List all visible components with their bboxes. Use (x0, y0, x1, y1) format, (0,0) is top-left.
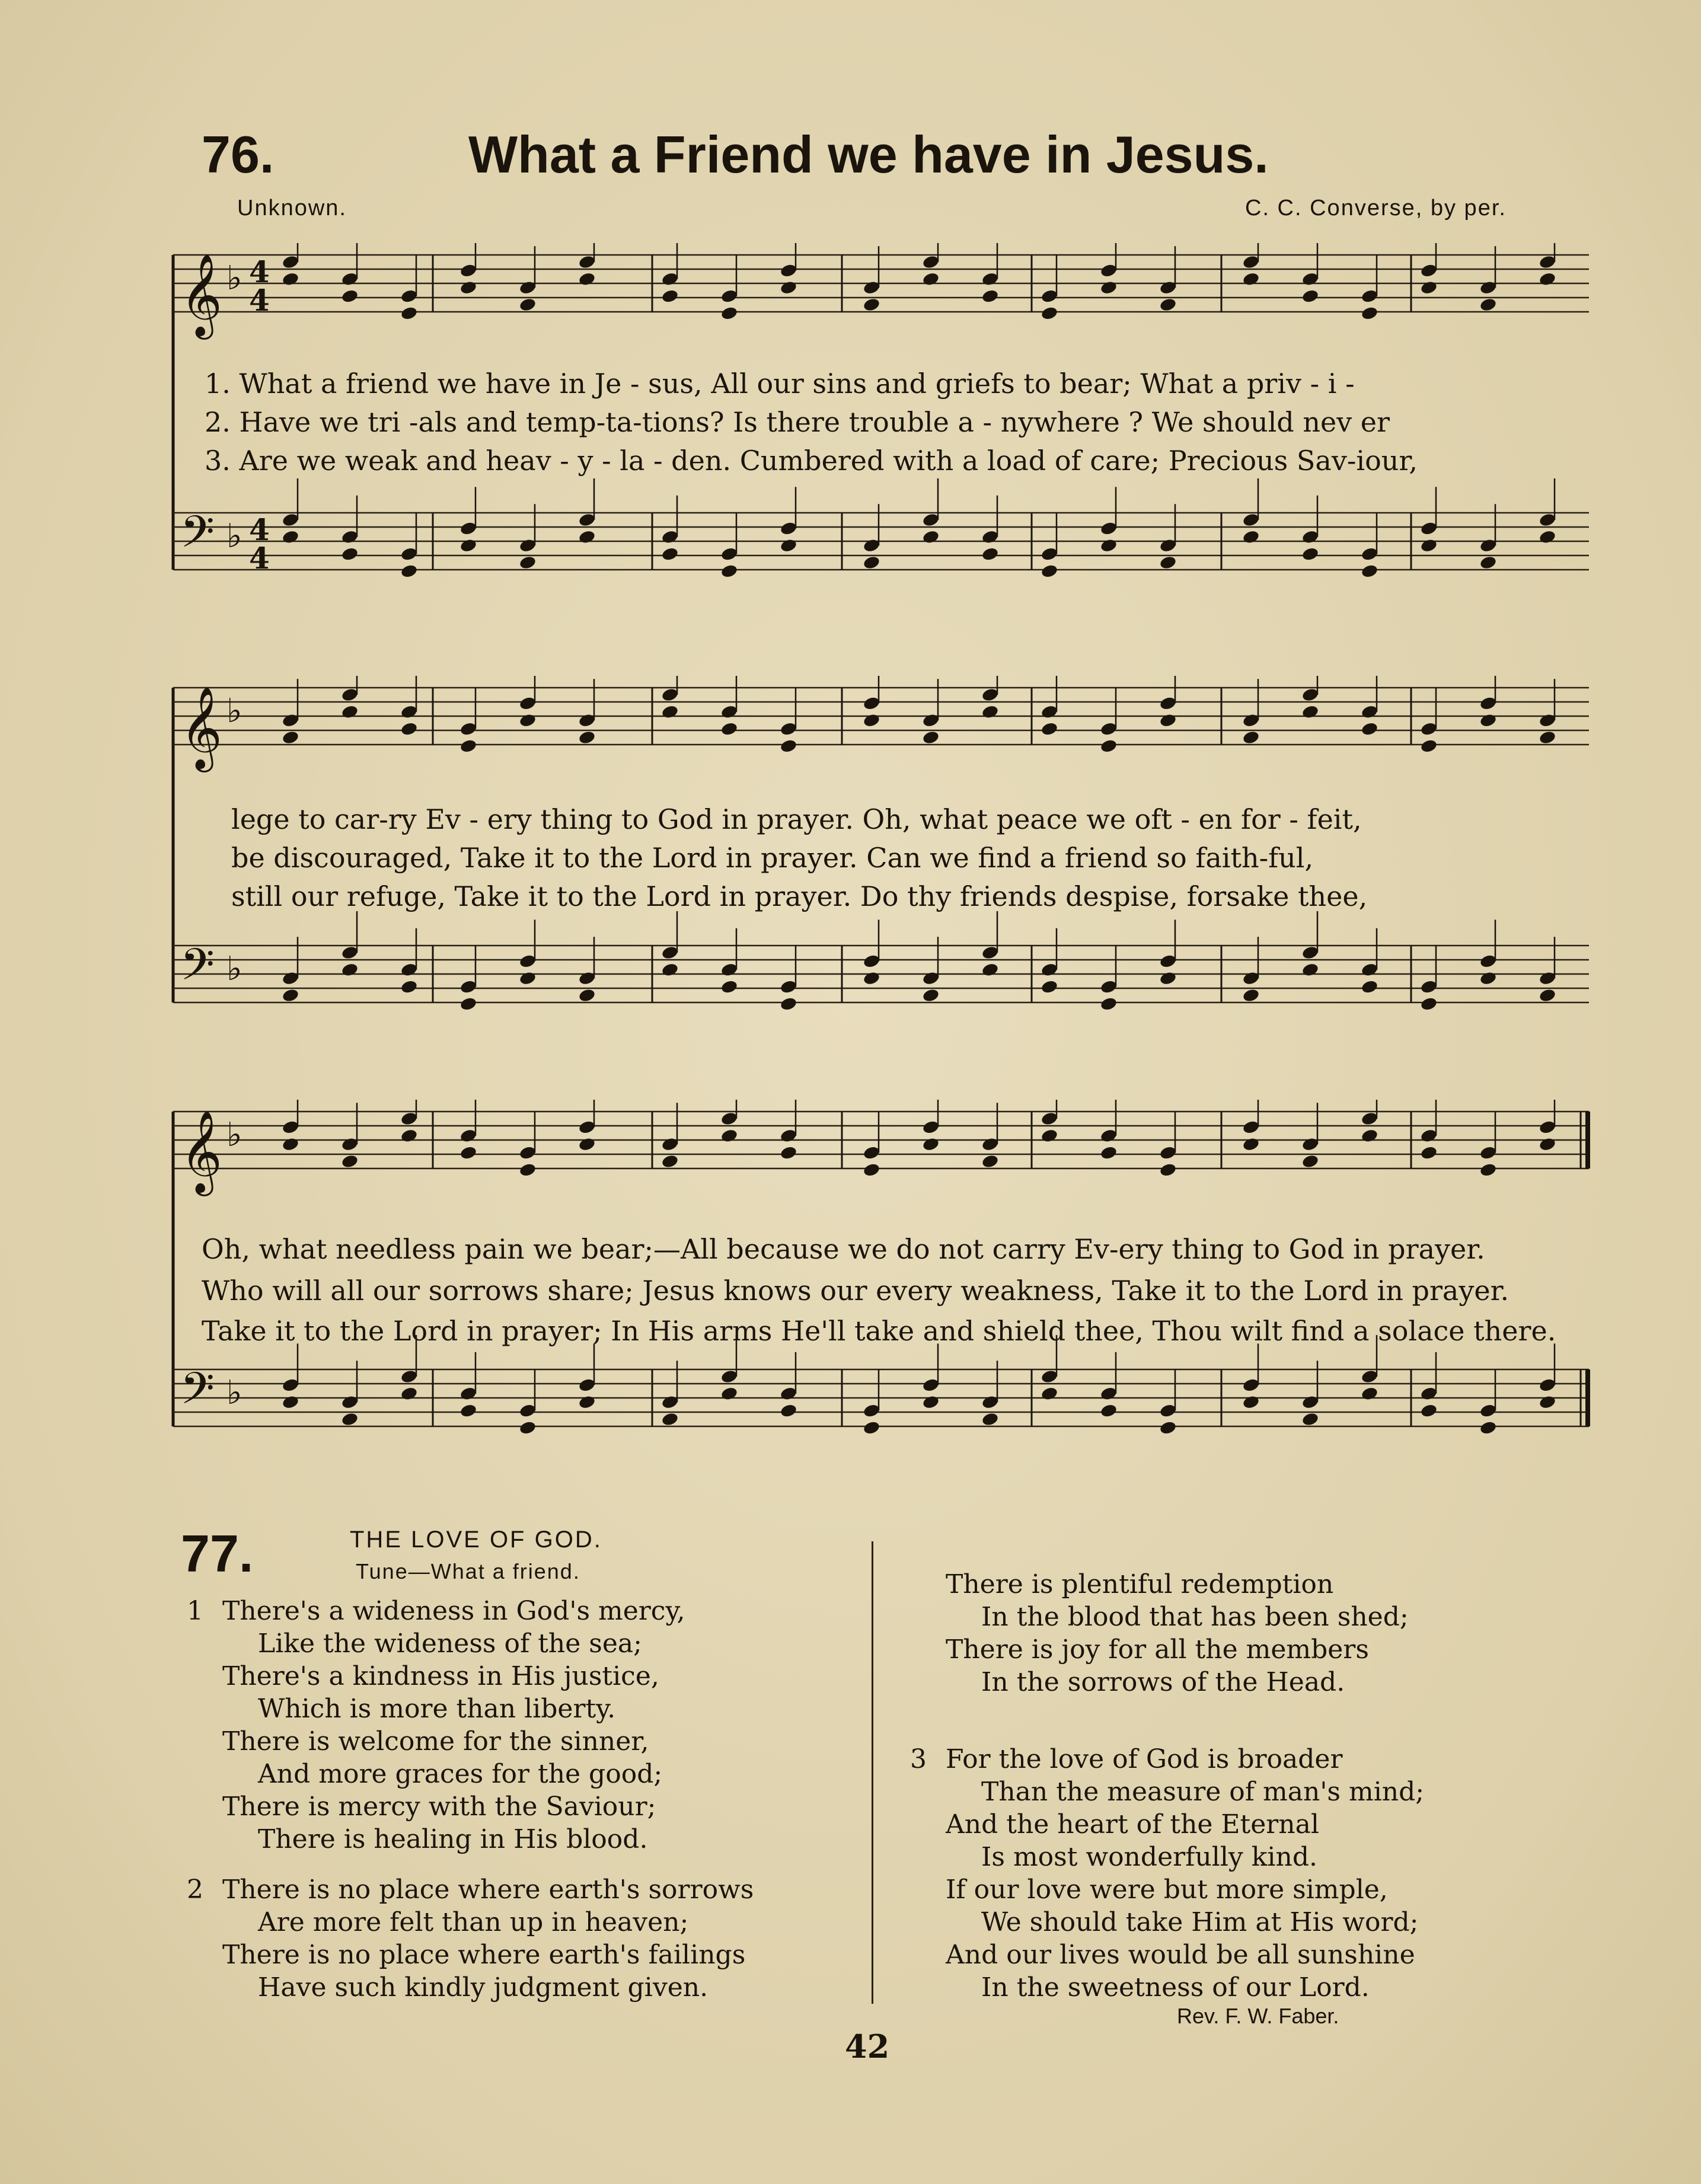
note-icon (282, 512, 300, 528)
note-icon (720, 547, 739, 562)
author-credit: Unknown. (237, 196, 347, 221)
note-icon (780, 521, 798, 536)
note-icon (400, 547, 419, 562)
note-icon (661, 529, 679, 545)
note-icon (922, 254, 940, 270)
note-icon (1100, 521, 1118, 536)
note-icon (519, 1403, 537, 1419)
hymn-77-title: THE LOVE OF GOD. (350, 1527, 602, 1553)
note-icon (1041, 1111, 1059, 1126)
lyric-line: Who will all our sorrows share; Jesus knows our every weakness, Take it to the Lord in prayer. (202, 1275, 1509, 1307)
note-icon (1100, 1128, 1118, 1144)
note-icon (1539, 512, 1557, 528)
note-icon (1539, 1119, 1557, 1135)
treble-clef-icon: 𝄞 (180, 687, 222, 769)
note-icon (578, 713, 596, 728)
lyric-line: Take it to the Lord in prayer; In His arms He'll take and shield thee, Thou wilt find a solace there. (202, 1315, 1556, 1347)
note-icon (1420, 1386, 1438, 1401)
hymn-77-verse-2-right: There is plentiful redemption In the blood that has been shed; There is joy for all the members In the sorrows of the Head. (946, 1569, 1409, 1697)
note-icon (1159, 1145, 1177, 1161)
bass-clef-icon: 𝄢 (180, 506, 215, 569)
flat-icon: ♭ (226, 692, 242, 730)
note-icon (341, 687, 359, 703)
lyric-line: Oh, what needless pain we bear;—All because we do not carry Ev-ery thing to God in prayer. (202, 1233, 1485, 1265)
time-signature-icon: 4 (249, 512, 270, 547)
note-icon (578, 970, 596, 986)
note-icon (780, 1386, 798, 1401)
note-icon (1479, 1403, 1498, 1419)
note-icon (459, 1128, 478, 1144)
note-icon (661, 1394, 679, 1410)
note-icon (1301, 687, 1320, 703)
note-icon (1041, 962, 1059, 978)
note-icon (519, 1145, 537, 1161)
note-icon (1041, 547, 1059, 562)
note-icon (400, 704, 419, 720)
note-icon (863, 695, 881, 711)
note-icon (922, 1119, 940, 1135)
note-icon (661, 272, 679, 287)
note-icon (981, 945, 1000, 960)
note-icon (981, 529, 1000, 545)
treble-clef-icon: 𝄞 (180, 1110, 222, 1193)
verse-number: 3 (910, 1744, 927, 1774)
lyric-line: lege to car-ry Ev - ery thing to God in prayer. Oh, what peace we oft - en for - feit, (231, 803, 1362, 835)
note-icon (922, 970, 940, 986)
note-icon (1041, 289, 1059, 304)
note-icon (1361, 962, 1379, 978)
note-icon (780, 1128, 798, 1144)
note-icon (1159, 1403, 1177, 1419)
note-icon (780, 263, 798, 278)
note-icon (661, 687, 679, 703)
note-icon (1159, 280, 1177, 295)
note-icon (1361, 1111, 1379, 1126)
note-icon (1301, 1394, 1320, 1410)
note-icon (519, 695, 537, 711)
note-icon (981, 687, 1000, 703)
note-icon (459, 263, 478, 278)
flat-icon: ♭ (226, 259, 242, 298)
hymn-77-author: Rev. F. W. Faber. (1177, 2004, 1339, 2028)
note-icon (341, 1394, 359, 1410)
note-icon (780, 721, 798, 737)
note-icon (1361, 1369, 1379, 1384)
bass-clef-icon: 𝄢 (180, 939, 215, 1001)
note-icon (459, 521, 478, 536)
note-icon (400, 1369, 419, 1384)
note-icon (282, 970, 300, 986)
bass-staff (173, 1335, 1589, 1435)
hymn-77-verse-2-left: 2 There is no place where earth's sorrows Are more felt than up in heaven; There is no place where earth's failings Have such kindly judgment given. (187, 1875, 754, 2003)
flat-icon: ♭ (226, 517, 242, 555)
note-icon (720, 962, 739, 978)
note-icon (922, 713, 940, 728)
note-icon (1301, 1136, 1320, 1152)
note-icon (282, 254, 300, 270)
note-icon (1420, 521, 1438, 536)
hymn-77-number: 77. (181, 1524, 254, 1583)
note-icon (1301, 529, 1320, 545)
note-icon (578, 1119, 596, 1135)
note-icon (1041, 1369, 1059, 1384)
hymn-77-verse-3: 3 For the love of God is broader Than the measure of man's mind; And the heart of the Eternal Is most wonderfully kind. If our love were but more simple, We should take Him at His word; And our lives would be all sunshine In the sweetness of our Lord. (910, 1744, 1425, 2003)
note-icon (720, 1369, 739, 1384)
note-icon (1100, 721, 1118, 737)
lyric-line: still our refuge, Take it to the Lord in prayer. Do thy friends despise, forsake thee, (231, 880, 1368, 912)
note-icon (863, 953, 881, 969)
note-icon (578, 1377, 596, 1393)
bass-clef-icon: 𝄢 (180, 1363, 215, 1425)
note-icon (341, 272, 359, 287)
note-icon (1242, 713, 1260, 728)
note-icon (1242, 254, 1260, 270)
note-icon (400, 1111, 419, 1126)
note-icon (1420, 1128, 1438, 1144)
note-icon (1159, 695, 1177, 711)
hymn-77-verse-1: 1 There's a wideness in God's mercy, Like the wideness of the sea; There's a kindness in His justice, Which is more than liberty. There is welcome for the sinner, And more graces for the good; There is mercy with the Saviour; There is healing in His blood. (187, 1596, 685, 1854)
hymn-title: What a Friend we have in Jesus. (468, 125, 1269, 184)
note-icon (282, 713, 300, 728)
note-icon (578, 512, 596, 528)
bass-staff (173, 911, 1589, 1011)
note-icon (720, 704, 739, 720)
note-icon (519, 538, 537, 553)
note-icon (1361, 547, 1379, 562)
verse-number: 1 (187, 1596, 203, 1626)
note-icon (1100, 263, 1118, 278)
note-icon (519, 280, 537, 295)
verse-number: 2 (187, 1875, 203, 1905)
note-icon (1479, 538, 1498, 553)
note-icon (1301, 945, 1320, 960)
note-icon (1479, 953, 1498, 969)
note-icon (1539, 970, 1557, 986)
note-icon (341, 945, 359, 960)
treble-clef-icon: 𝄞 (180, 254, 222, 336)
lyric-line: be discouraged, Take it to the Lord in prayer. Can we find a friend so faith-ful, (231, 842, 1314, 874)
flat-icon: ♭ (226, 1374, 242, 1412)
note-icon (459, 979, 478, 995)
note-icon (1361, 289, 1379, 304)
note-icon (720, 1111, 739, 1126)
note-icon (1100, 1386, 1118, 1401)
note-icon (282, 1119, 300, 1135)
hymn-77-tune: Tune—What a friend. (356, 1559, 580, 1583)
note-icon (981, 1394, 1000, 1410)
note-icon (519, 953, 537, 969)
note-icon (922, 512, 940, 528)
note-icon (1242, 512, 1260, 528)
flat-icon: ♭ (226, 1116, 242, 1154)
note-icon (1361, 704, 1379, 720)
note-icon (661, 1136, 679, 1152)
note-icon (922, 1377, 940, 1393)
note-icon (459, 721, 478, 737)
note-icon (1479, 280, 1498, 295)
composer-credit: C. C. Converse, by per. (1245, 196, 1507, 221)
time-signature-icon: 4 (249, 254, 270, 289)
note-icon (1041, 704, 1059, 720)
bass-staff (173, 478, 1589, 579)
note-icon (720, 289, 739, 304)
note-icon (863, 1403, 881, 1419)
note-icon (863, 280, 881, 295)
lyric-line: 3. Are we weak and heav - y - la - den. Cumbered with a load of care; Precious Sav-iour, (205, 445, 1418, 477)
note-icon (780, 979, 798, 995)
note-icon (1479, 1145, 1498, 1161)
lyric-line: 2. Have we tri -als and temp-ta-tions? Is there trouble a - nywhere ? We should nev er (205, 406, 1390, 438)
note-icon (282, 1377, 300, 1393)
svg-text:4: 4 (249, 283, 270, 318)
note-icon (1420, 263, 1438, 278)
note-icon (1539, 254, 1557, 270)
note-icon (341, 529, 359, 545)
note-icon (1539, 713, 1557, 728)
note-icon (400, 289, 419, 304)
note-icon (1159, 953, 1177, 969)
note-icon (1420, 979, 1438, 995)
note-icon (1242, 1119, 1260, 1135)
note-icon (1479, 695, 1498, 711)
note-icon (1159, 538, 1177, 553)
hymn-number: 76. (202, 125, 275, 184)
note-icon (1539, 1377, 1557, 1393)
lyric-line: 1. What a friend we have in Je - sus, All our sins and griefs to bear; What a priv - i - (205, 368, 1355, 400)
note-icon (863, 1145, 881, 1161)
flat-icon: ♭ (226, 950, 242, 988)
note-icon (863, 538, 881, 553)
note-icon (400, 962, 419, 978)
note-icon (1242, 970, 1260, 986)
note-icon (981, 272, 1000, 287)
page-number: 42 (845, 2027, 890, 2065)
column-divider (872, 1541, 873, 2004)
note-icon (981, 1136, 1000, 1152)
note-icon (459, 1386, 478, 1401)
note-icon (1242, 1377, 1260, 1393)
note-icon (1100, 979, 1118, 995)
note-icon (661, 945, 679, 960)
note-icon (1301, 272, 1320, 287)
treble-staff (173, 1100, 1589, 1196)
note-icon (578, 254, 596, 270)
note-icon (1420, 721, 1438, 737)
svg-text:4: 4 (249, 541, 270, 576)
treble-staff (173, 676, 1589, 772)
note-icon (341, 1136, 359, 1152)
treble-staff (173, 243, 1589, 340)
